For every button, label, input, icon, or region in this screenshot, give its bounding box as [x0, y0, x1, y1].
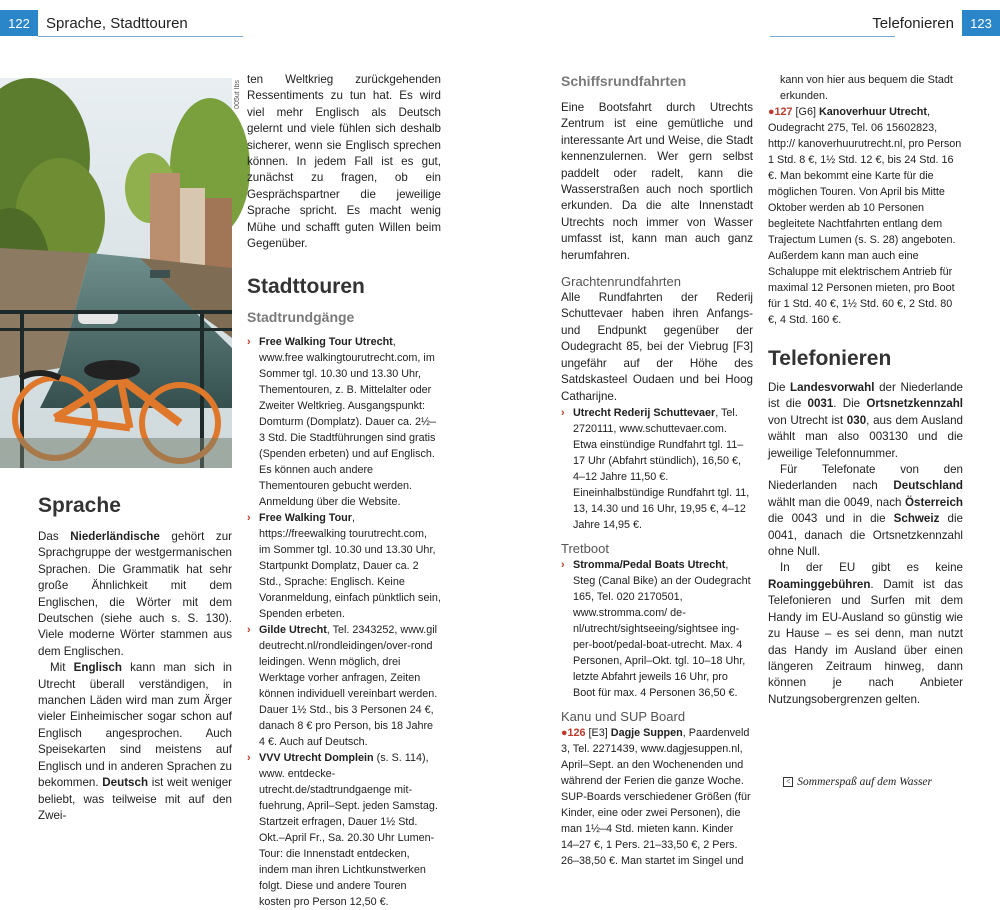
photo-credit: 005ut Ibs: [234, 80, 241, 109]
tour-list: [247, 334, 441, 910]
caption-text: Sommerspaß auf dem Wasser: [797, 776, 932, 788]
heading-sprache: Sprache: [38, 494, 121, 517]
paragraph-continued: kann von hier aus bequem die Stadt erkunden.: [780, 74, 953, 102]
column-telefonieren: [768, 72, 963, 708]
right-running-title: Telefonieren: [872, 14, 954, 32]
paragraph-grachten: Alle Rundfahrten der Rederij Schuttevaer haben ihren Anfangs- und Endpunkt gegenüber der Oudegracht 85, bei der Viebrug [F3] ungefähr auf der Höhe des Satdskasteel Oudaen und bei Hoog Catharijne.: [561, 291, 753, 403]
arrow-icon: ›: [247, 512, 251, 525]
left-page-number: 122: [0, 10, 38, 36]
paragraph-telefon-3: In der EU gibt es keine Roaminggebühren. Damit ist das Telefonieren und Surfen mit dem Handy im EU-Ausland so günstig wie zu Hause – es sei denn, man nutzt das Handy im Ausland über einen längeren Zeitraum hinweg, dann können je nach Anbieter Nutzungsobergrenzen gelten.: [768, 561, 963, 706]
subheading-grachtenrundfahrten: Grachtenrundfahrten: [561, 274, 681, 290]
column-stadttouren: [247, 72, 441, 910]
left-page-header: [0, 10, 196, 36]
subheading-kanu-sup: Kanu und SUP Board: [561, 708, 686, 724]
canal-photo: [0, 78, 232, 468]
list-item: ●126 [E3] Dagje Suppen, Paardenveld 3, Tel. 2271439, www.dagjesuppen.nl, April–Sept. an den Wochenenden und während der Ferien die ganze Woche. SUP-Boards verschiedener Größen (für Kinder, eine oder zwei Personen), die man 1½–4 Std. mieten kann. Kinder 14–27 €, 1 Pers. 21–33,50 €, 2 Pers. 26–38,50 €. Man startet im Singel und: [561, 726, 751, 867]
list-item: › Free Walking Tour, https://freewalking tourutrecht.com, im Sommer tgl. 10.30 und 13.30 Uhr, Startpunkt Domplatz, Dauer ca. 2 Std., Sprache: Englisch. Keine Voranmeldung, einfach pünktlich sein, Spenden erbeten.: [247, 512, 441, 621]
paragraph-intro: Eine Bootsfahrt durch Utrechts Zentrum ist eine gemütliche und interessante Art und Weise, die Stadt kennenzulernen. Wer gern selbst paddelt oder radelt, kann die Wasserstraßen auch noch sportlich erkunden. Da die alte Innenstadt Utrechts noch immer von Wasser umfasst ist, kann man auch ganz herumfahren.: [561, 101, 753, 262]
paragraph-telefon-2: Für Telefonate von den Niederlanden nach Deutschland wählt man die 0049, nach Österreich die 0043 und in die Schweiz die 0041, danach die Ortsnetzkennzahl ohne Null.: [768, 463, 963, 559]
column-sprache: [38, 493, 232, 824]
heading-telefonieren: Telefonieren: [768, 347, 892, 370]
column-schiffsrundfahrten: [561, 72, 753, 869]
left-header-rule: [38, 36, 243, 37]
heading-schiffsrundfahrten: Schiffsrundfahrten: [561, 73, 687, 89]
paragraph-sprache-2: Mit Englisch kann man sich in Utrecht überall verständigen, in manchen Läden wird man zum Ärger vieler Einheimischer sogar schon auf Englisch angesprochen. Auch Speisekarten sind meistens auf Englisch und in anderen Sprachen zu bekommen. Deutsch ist weit weniger beliebt, was teilweise mit auf den Zwei-: [38, 661, 232, 822]
subheading-stadtrundgaenge: Stadtrundgänge: [247, 309, 355, 326]
subheading-tretboot: Tretboot: [561, 540, 609, 556]
canal-illustration: [0, 78, 232, 468]
paragraph-sprache-1: Das Niederländische gehört zur Sprachgruppe der westgermanischen Sprachen. Die Grammatik hat sehr große Ähnlichkeit mit dem Englischen, die Wörter mit dem Deutschen (siehe auch s. S. 130). Viele moderne Wörter stammen aus dem Englischen.: [38, 530, 233, 658]
list-item: › Free Walking Tour Utrecht, www.free walkingtourutrecht.com, im Sommer tgl. 10.30 und 13.30 Uhr, Thementouren, z. B. Mittelalter oder Zweiter Weltkrieg. Ausgangspunkt: Domturm (Domplatz). Dauer ca. 2½–3 Std. Die Stadtführungen sind gratis (Spenden erbeten) und auf Englisch. Es können auch andere Thementouren gebucht werden. Anmeldung über die Website.: [247, 336, 437, 509]
list-item: › Stromma/Pedal Boats Utrecht, Steg (Canal Bike) an der Oudegracht 165, Tel. 020 2170501, www.stromma.com/ de-nl/utrecht/sightseeing/sightsee ing-per-boot/pedal-boat-utrecht. Max. 4 Personen, April–Okt. tgl. 10–18 Uhr, letzte Abfahrt jeweils 16 Uhr, pro Boot für max. 4 Personen 36,50 €.: [561, 558, 751, 699]
list-item: ●127 [G6] Kanoverhuur Utrecht, Oudegracht 275, Tel. 06 15602823, http:// kanoverhuurutrecht.nl, pro Person 1 Std. 8 €, 1½ Std. 12 €, bis 24 Std. 16 €. Man bekommt eine Karte für die möglichen Touren. Von April bis Mitte Oktober werden ab 10 Personen begleitete Nachtfahrten entlang dem Trajectum Lumen (s. S. 28) angeboten. Außerdem kann man auch eine Schaluppe mit elektrischem Antrieb für maximal 12 Personen mieten, pro Boot für 1 Std. 40 €, 1½ Std. 60 €, 2 Std. 80 €, 4 Std. 160 €.: [768, 106, 962, 326]
right-header-rule: [770, 36, 895, 37]
paragraph-continued: ten Weltkrieg zurückgehenden Ressentiments zu tun hat. Es wird viel mehr Englisch als Deutsch gelernt und viele fühlen sich deshalb sicherer, wenn sie Englisch sprechen können. In jedem Fall ist es gut, zunächst zu fragen, ob ein Gesprächspartner die jeweilige Sprache spricht. Es macht wenig Mühe und schafft guten Willen beim Gegenüber.: [247, 73, 441, 251]
map-marker-icon: ●127: [768, 106, 793, 118]
list-item: › Gilde Utrecht, Tel. 2343252, www.gil deutrecht.nl/rondleidingen/over-rond leidingen. Wenn möglich, drei Werktage vorher anfragen, Zeiten können individuell vereinbart werden. Dauer 1½ Std., bis 3 Personen 24 €, danach 8 € pro Person, bis 18 Jahre 4 €. Auch auf Deutsch.: [247, 624, 438, 749]
caption-arrow-icon: <: [783, 777, 793, 787]
heading-stadttouren: Stadttouren: [247, 275, 365, 299]
arrow-icon: ›: [247, 336, 251, 349]
photo-caption: [783, 776, 932, 788]
arrow-icon: ›: [561, 558, 565, 571]
right-page-number: 123: [962, 10, 1000, 36]
paragraph-telefon-1: Die Landesvorwahl der Niederlande ist die 0031. Die Ortsnetzkennzahl von Utrecht ist 030, aus dem Ausland wählt man also 003130 und die jeweilige Telefonnummer.: [768, 381, 963, 460]
arrow-icon: ›: [247, 752, 251, 765]
list-item: › Utrecht Rederij Schuttevaer, Tel. 2720111, www.schuttevaer.com. Etwa einstündige Rundfahrt tgl. 11–17 Uhr (Abfahrt stündlich), 16,50 €, 4–12 Jahre 11,50 €. Eineinhalbstündige Rundfahrt tgl. 11, 13, 14.30 und 16 Uhr, 19,95 €, 4–12 Jahre 14,95 €.: [561, 406, 750, 531]
right-page-header: [864, 10, 1000, 36]
left-running-title: Sprache, Stadttouren: [46, 14, 188, 32]
arrow-icon: ›: [561, 406, 565, 419]
arrow-icon: ›: [247, 624, 251, 637]
list-item: › VVV Utrecht Domplein (s. S. 114), www. entdecke-utrecht.de/stadtrundgaenge mit-fuehrung, April–Sept. jeden Samstag. Startzeit erfragen, Dauer 1½ Std. Okt.–April Fr., Sa. 20.30 Uhr Lumen-Tour: die Innenstadt entdecken, indem man ihren Lichtkunstwerken folgt. Diese und andere Touren kosten pro Person 12,50 €.: [247, 752, 438, 909]
map-marker-icon: ●126: [561, 726, 586, 739]
